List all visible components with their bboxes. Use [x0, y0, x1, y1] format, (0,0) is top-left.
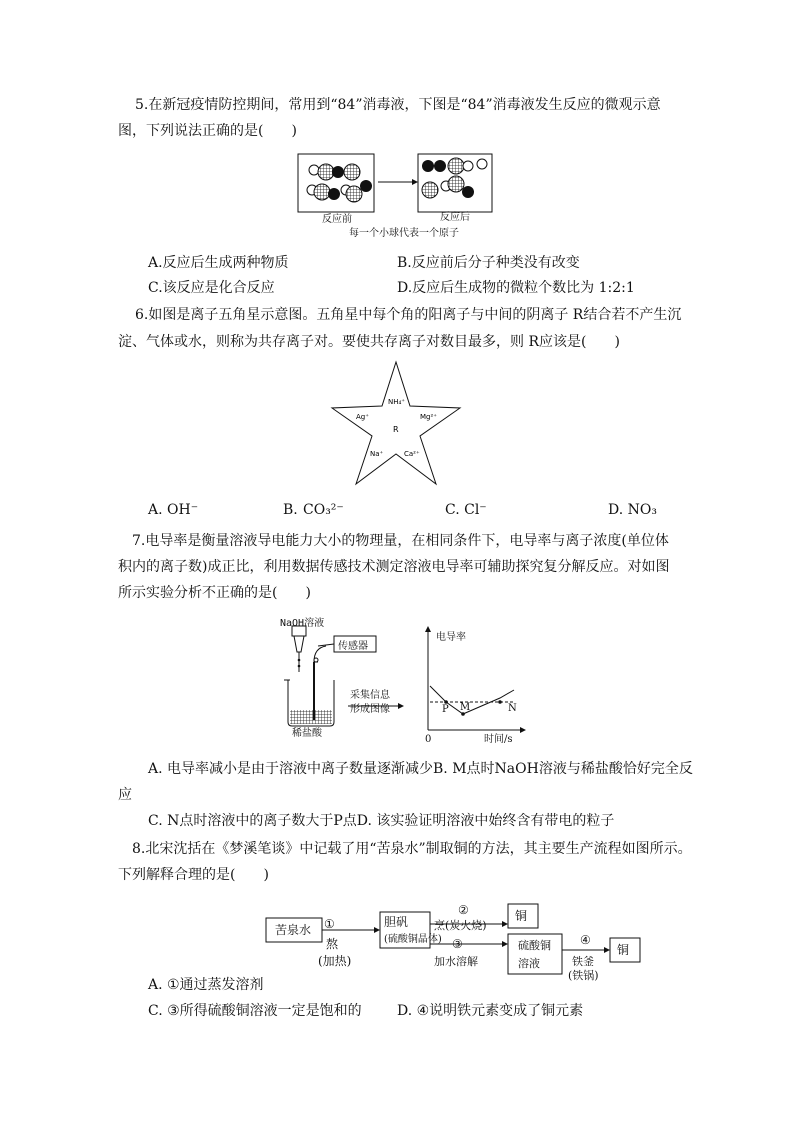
q7-option-c: C. N点时溶液中的离子数大于P点D. 该实验证明溶液中始终含有带电的粒子 — [148, 813, 615, 829]
q7-point-m: M — [460, 702, 471, 713]
q5-stem-line1: 5.在新冠疫情防控期间，常用到“84”消毒液，下图是“84”消毒液发生反应的微观示意 — [135, 97, 661, 113]
q5-option-d: D.反应后生成物的微粒个数比为 1:2:1 — [397, 280, 635, 296]
q6-stem-line2: 淀、气体或水，则称为共存离子对。要使共存离子对数目最多，则 R应该是( ) — [118, 334, 620, 350]
q6-option-b: B. — [283, 502, 298, 518]
q6-star-diagram — [330, 360, 462, 490]
q8-step1-a: 熬 — [326, 937, 339, 951]
q8-step3-num: ③ — [452, 937, 463, 951]
q7-sensor-label: 传感器 — [338, 641, 368, 652]
acid-liquid — [290, 710, 332, 724]
q5-stem-line2: 图，下列说法正确的是( ) — [118, 123, 297, 139]
star-outline — [332, 362, 460, 484]
star-bottom-left-label: Na⁺ — [370, 450, 384, 458]
q6-option-a: A. OH⁻ — [148, 502, 199, 518]
q5-after-label: 反应后 — [440, 212, 470, 223]
point-n-marker — [498, 700, 502, 704]
q8-step3-text: 加水溶解 — [434, 955, 478, 968]
q6-option-c: C. Cl⁻ — [445, 502, 487, 518]
q5-before-label: 反应前 — [322, 214, 352, 225]
q8-stem-line2: 下列解释合理的是( ) — [118, 867, 269, 883]
q7-point-p: P — [442, 704, 449, 715]
q8-option-c: C. ③所得硫酸铜溶液一定是饱和的 — [148, 1003, 362, 1019]
q8-box-copper-2: 铜 — [617, 943, 630, 957]
q7-stem-line2: 积内的离子数)成正比，利用数据传感技术测定溶液电导率可辅助探究复分解反应。对如图 — [118, 559, 670, 575]
q7-experiment-diagram — [270, 612, 530, 747]
star-left-label: Ag⁺ — [356, 413, 369, 421]
q5-option-c: C.该反应是化合反应 — [148, 280, 275, 296]
q6-stem-line1: 6.如图是离子五角星示意图。五角星中每个角的阳离子与中间的阴离子 R结合若不产生沉 — [135, 307, 682, 323]
q5-option-b: B.反应前后分子种类没有改变 — [397, 255, 580, 271]
q6-option-b-formula: CO₃²⁻ — [303, 502, 344, 518]
q8-box-cuso4-1: 硫酸铜 — [518, 939, 551, 952]
q8-step4-num: ④ — [580, 933, 591, 947]
q7-collect-line2: 形成图像 — [350, 704, 390, 715]
q7-option-a: A. 电导率减小是由于溶液中离子数量逐渐减少B. M点时NaOH溶液与稀盐酸恰好完全反 — [148, 761, 693, 777]
q6-option-d: D. NO₃ — [608, 502, 657, 518]
q8-step1-num: ① — [324, 917, 335, 931]
q8-box-kuquan: 苦泉水 — [275, 923, 312, 937]
q8-step4-a: 铁釜 — [572, 955, 594, 968]
q8-box-copper-1: 铜 — [515, 909, 528, 923]
star-bottom-right-label: Ca²⁺ — [404, 450, 420, 458]
q7-origin-label: 0 — [425, 734, 432, 745]
q7-collect-line1: 采集信息 — [350, 690, 390, 701]
q8-step2-text: 烹(炭火烧) — [434, 919, 487, 932]
q7-stem-line3: 所示实验分析不正确的是( ) — [118, 585, 311, 601]
q7-acid-label: 稀盐酸 — [292, 728, 322, 739]
q8-box-danfan-1: 胆矾 — [384, 915, 409, 929]
q7-option-a-cont: 应 — [118, 787, 132, 803]
q8-option-a: A. ①通过蒸发溶剂 — [148, 977, 264, 993]
q7-naoh-label: NaOH溶液 — [280, 618, 325, 629]
star-top-label: NH₄⁺ — [388, 398, 406, 406]
q7-point-n: N — [508, 703, 517, 714]
q7-x-axis-label: 时间/s — [484, 734, 513, 745]
star-right-label: Mg²⁺ — [420, 413, 437, 421]
q8-step2-num: ② — [458, 903, 469, 917]
star-center-label: R — [393, 425, 399, 434]
q8-box-danfan-2: (硫酸铜晶体) — [384, 934, 442, 945]
q8-step4-b: (铁锅) — [568, 969, 599, 982]
q8-option-d: D. ④说明铁元素变成了铜元素 — [397, 1003, 584, 1019]
q5-option-a: A.反应后生成两种物质 — [148, 255, 289, 271]
q7-stem-line1: 7.电导率是衡量溶液导电能力大小的物理量，在相同条件下，电导率与离子浓度(单位体 — [132, 533, 669, 549]
q8-stem-line1: 8.北宋沈括在《梦溪笔谈》中记载了用“苦泉水”制取铜的方法，其主要生产流程如图所示。 — [132, 841, 692, 857]
q5-caption: 每一个小球代表一个原子 — [349, 228, 459, 239]
q8-box-cuso4-2: 溶液 — [518, 957, 540, 970]
q7-y-axis-label: 电导率 — [436, 632, 466, 643]
q8-step1-b: (加热) — [318, 954, 352, 968]
